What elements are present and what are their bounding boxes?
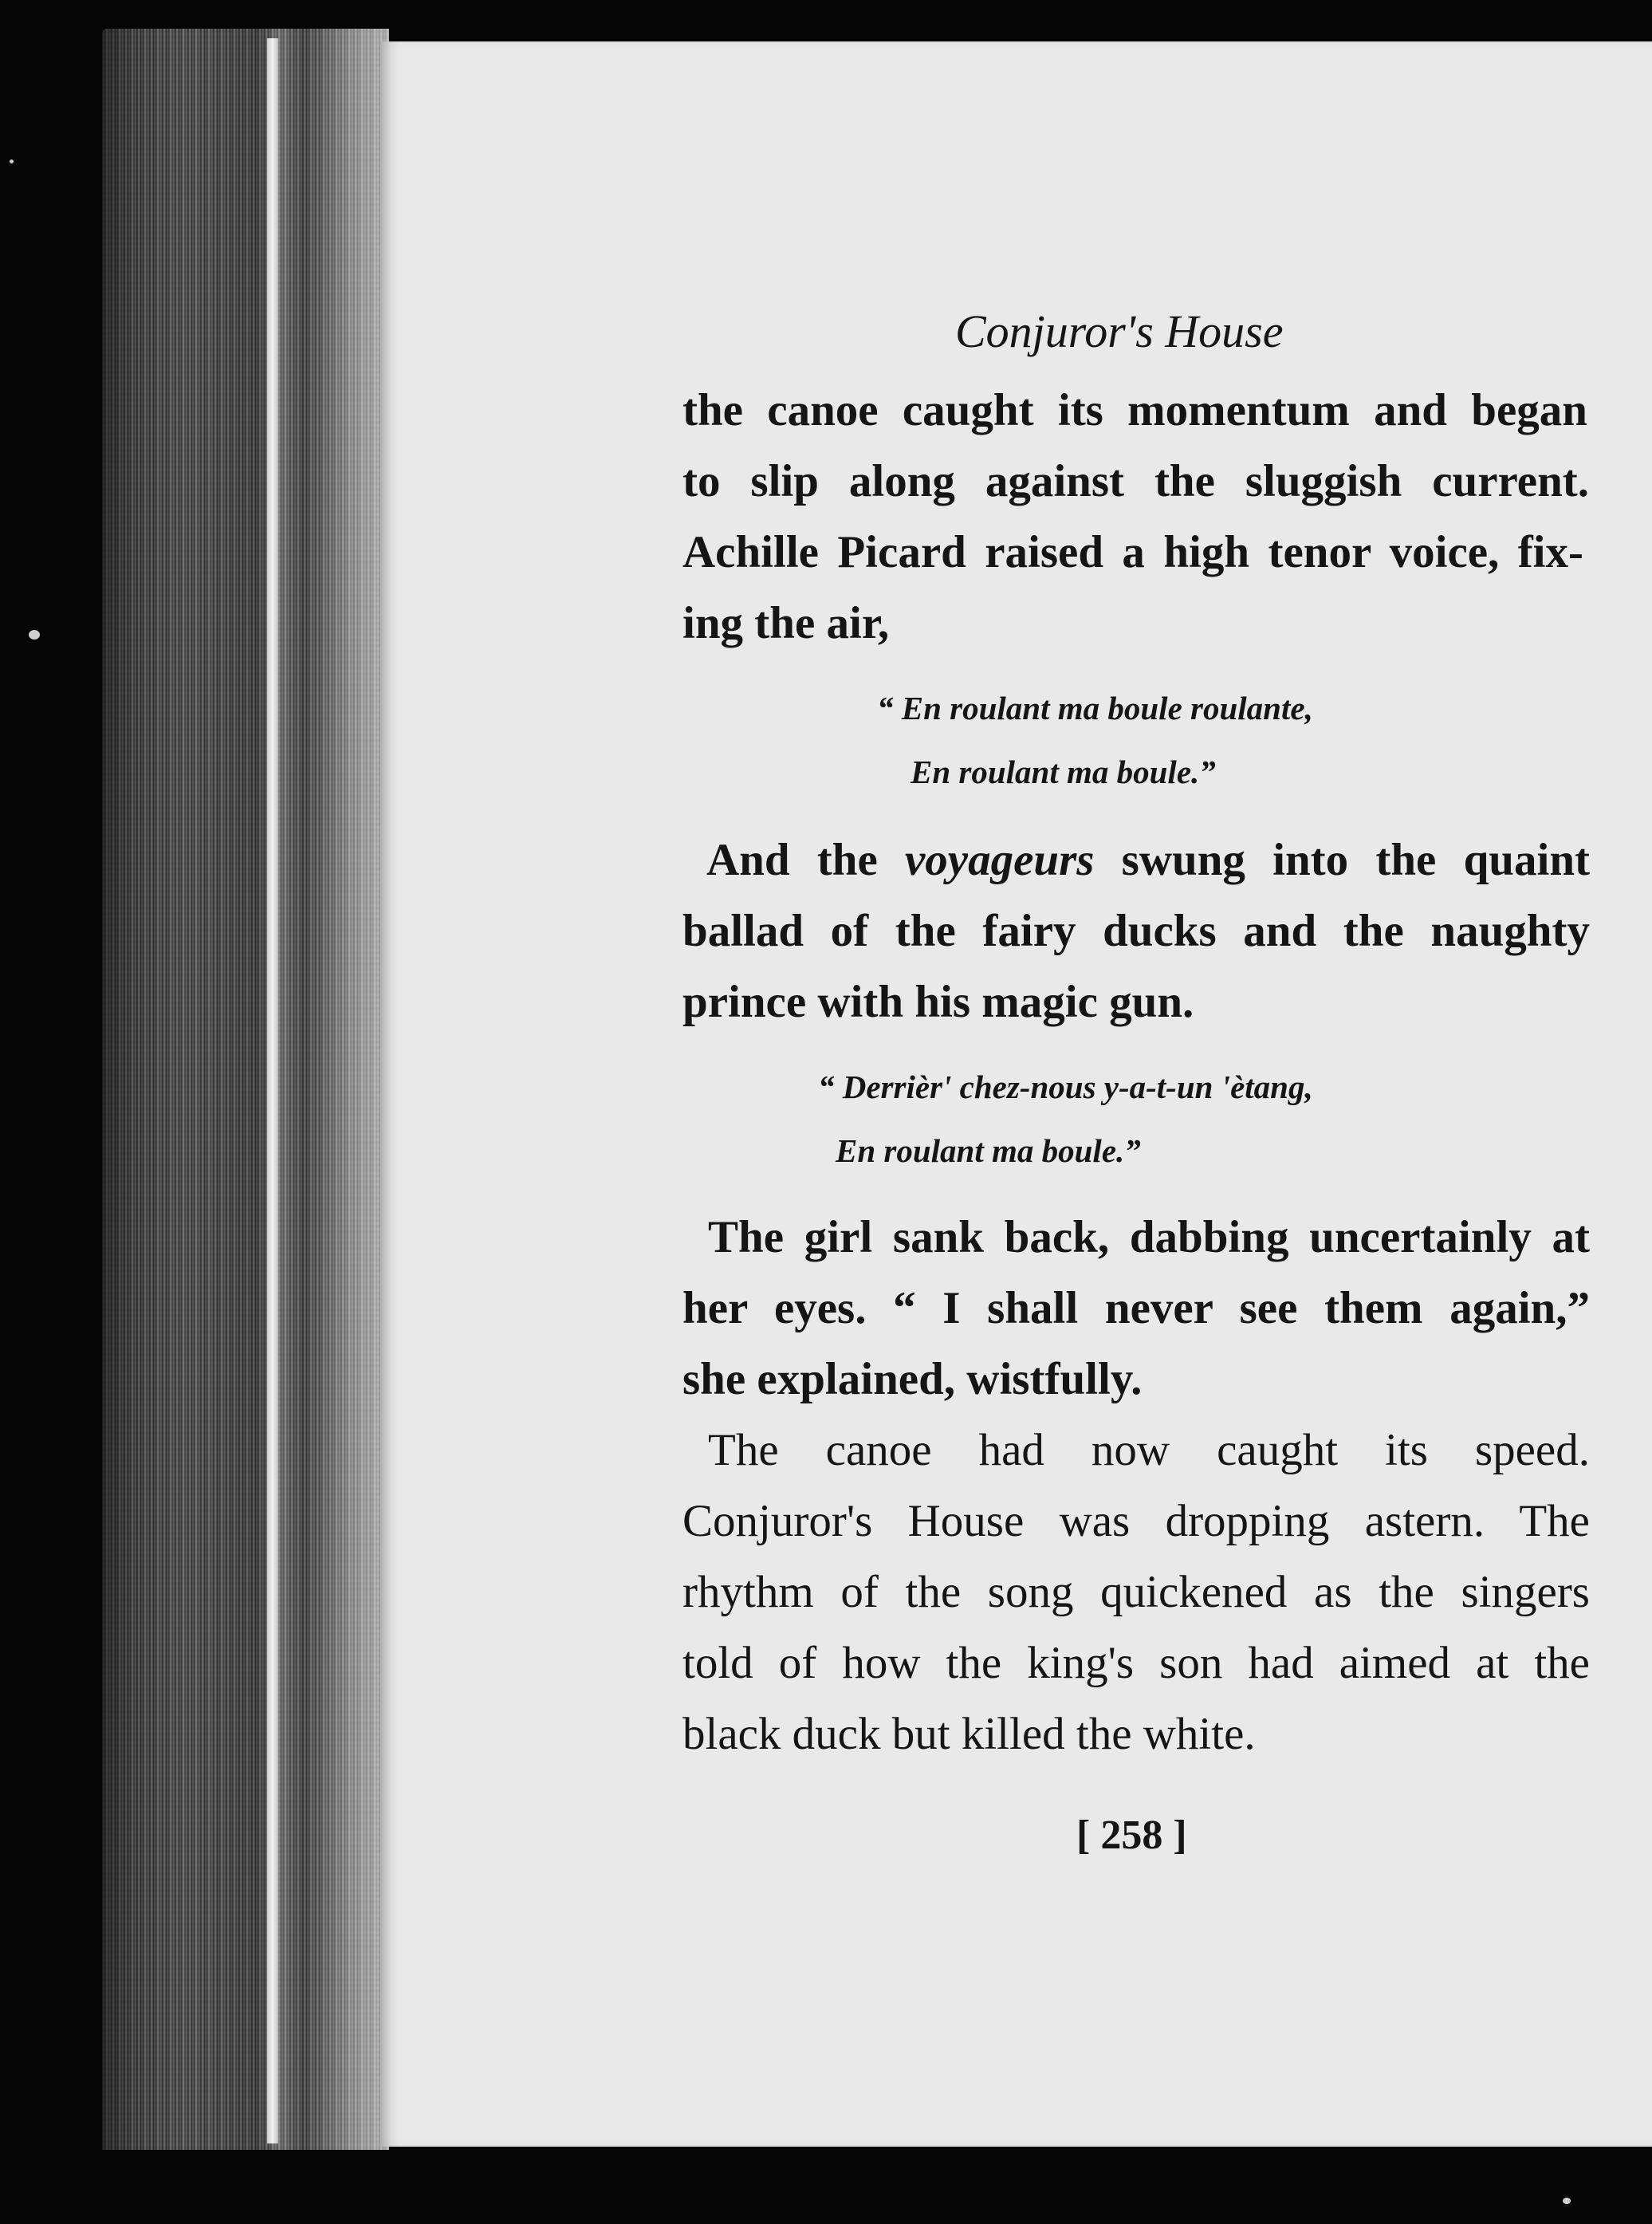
text-line: rhythm of the song quickened as the singers <box>682 1567 1590 1617</box>
page-body <box>682 375 1652 1769</box>
text-line: the canoe caught its momentum and began <box>682 385 1587 435</box>
running-head: Conjuror's House <box>955 305 1284 357</box>
italic-word: voyageurs <box>904 835 1095 885</box>
dust-speck <box>10 159 14 163</box>
text-line: black duck but killed the white. <box>682 1709 1256 1759</box>
verse-line: “ En roulant ma boule roulante, <box>877 690 1313 726</box>
text-line: ballad of the fairy ducks and the naughty <box>682 906 1590 956</box>
text-line: prince with his magic gun. <box>682 977 1194 1027</box>
text-line: ing the air, <box>682 598 890 648</box>
text-line: Conjuror's House was dropping astern. The <box>682 1496 1590 1546</box>
text-line: Achille Picard raised a high tenor voice, fix- <box>682 527 1583 577</box>
text-line: The canoe had now caught its speed. <box>708 1425 1590 1475</box>
text-span: swung into the quaint <box>1094 835 1590 885</box>
verse-line: En roulant ma boule.” <box>836 1132 1141 1169</box>
dust-speck <box>29 630 40 640</box>
text-line: her eyes. “ I shall never see them again,” <box>682 1283 1590 1333</box>
verse-line: En roulant ma boule.” <box>911 754 1216 790</box>
text-line: told of how the king's son had aimed at the <box>682 1638 1590 1688</box>
dust-speck <box>1563 2198 1571 2204</box>
text-line: The girl sank back, dabbing uncertainly at <box>708 1212 1590 1262</box>
text-line: she explained, wistfully. <box>682 1354 1143 1404</box>
book-page <box>381 41 1652 2147</box>
text-line: to slip along against the sluggish current. <box>682 456 1589 506</box>
page-edge-stack <box>102 29 389 2150</box>
text-span: And the <box>706 835 905 885</box>
verse-line: “ Derrièr' chez-nous y-a-t-un 'ètang, <box>818 1069 1313 1105</box>
page-edge-highlight <box>267 38 278 2143</box>
page-number: [ 258 ] <box>1076 1813 1187 1858</box>
text-line <box>682 825 1590 896</box>
